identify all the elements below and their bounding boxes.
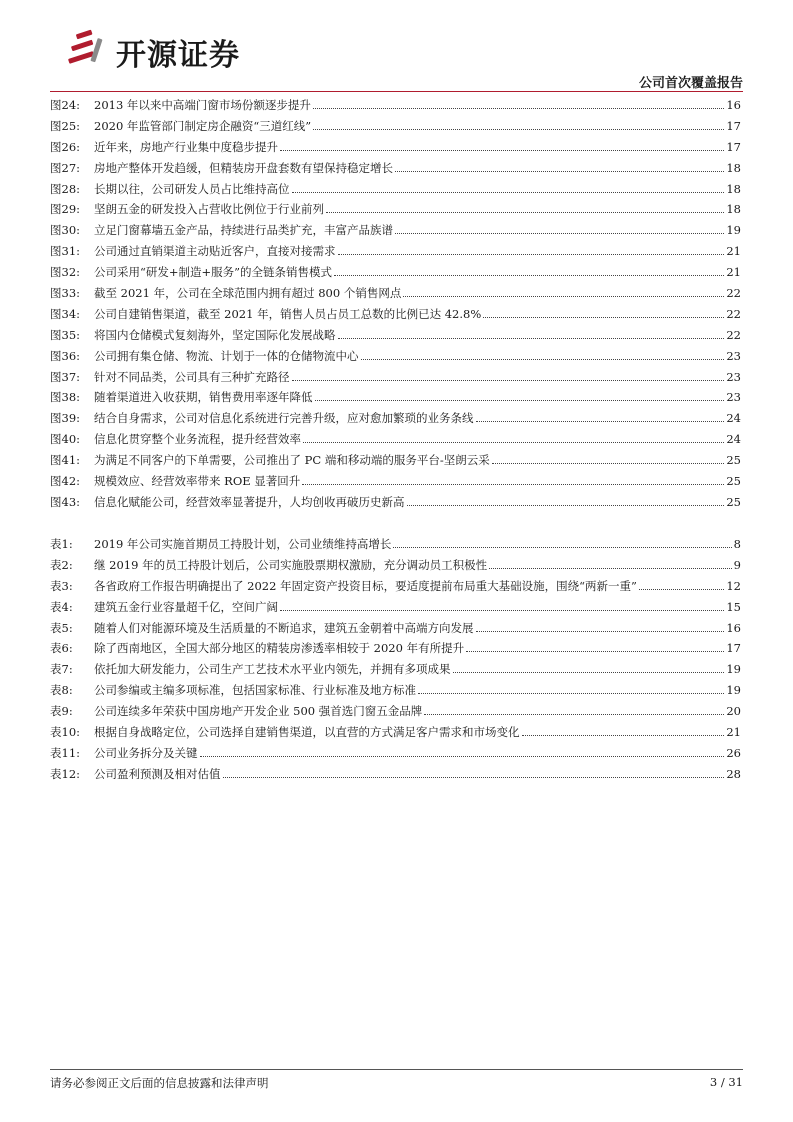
entry-title[interactable]: 2013 年以来中高端门窗市场份额逐步提升 — [94, 98, 311, 112]
entry-number: 图27: — [50, 160, 81, 175]
entry-title[interactable]: 将国内仓储模式复刻海外，坚定国际化发展战略 — [94, 327, 336, 342]
entry-title[interactable]: 公司参编或主编多项标准，包括国家标准、行业标准及地方标准 — [94, 683, 416, 698]
table-index-entry[interactable] — [50, 620, 741, 641]
entry-number: 图32: — [50, 265, 81, 280]
entry-number: 图35: — [50, 327, 81, 342]
table-index-entry[interactable] — [50, 640, 741, 661]
entry-page-number[interactable]: 17 — [726, 641, 741, 656]
dot-leader — [395, 233, 724, 234]
entry-title[interactable]: 截至 2021 年，公司在全球范围内拥有超过 800 个销售网点 — [94, 286, 402, 301]
entry-title[interactable]: 房地产整体开发趋缓，但精装房开盘套数有望保持稳定增长 — [94, 160, 393, 175]
dot-leader — [338, 254, 725, 255]
dot-leader — [492, 463, 725, 464]
figure-index-entry[interactable] — [50, 118, 741, 139]
dot-leader — [418, 693, 724, 694]
table-index-entry[interactable] — [50, 578, 741, 599]
entry-page-number[interactable]: 26 — [726, 745, 741, 760]
entry-page-number[interactable]: 17 — [726, 139, 741, 154]
figure-index-entry[interactable] — [50, 285, 741, 306]
dot-leader — [407, 505, 725, 506]
figure-index-entry[interactable] — [50, 494, 741, 515]
entry-number: 图31: — [50, 244, 81, 259]
dot-leader — [453, 672, 725, 673]
entry-page-number[interactable]: 18 — [726, 202, 741, 217]
kaiyuan-logo-icon — [66, 28, 110, 68]
figure-index-entry[interactable] — [50, 222, 741, 243]
entry-number: 图29: — [50, 202, 81, 217]
figure-index-entry[interactable] — [50, 369, 741, 390]
figure-index-entry[interactable] — [50, 181, 741, 202]
figure-index-entry[interactable] — [50, 431, 741, 452]
entry-number: 表11: — [50, 745, 81, 760]
entry-number: 图39: — [50, 411, 81, 426]
table-index-entry[interactable] — [50, 703, 741, 724]
entry-page-number[interactable]: 19 — [726, 662, 741, 677]
entry-title[interactable]: 2020 年监管部门制定房企融资“三道红线” — [94, 118, 312, 133]
entry-number: 图28: — [50, 181, 81, 196]
entry-page-number[interactable]: 22 — [726, 327, 741, 342]
entry-number: 表4: — [50, 599, 73, 614]
footer-disclaimer: 请务必参阅正文后面的信息披露和法律声明 — [50, 1076, 269, 1090]
entry-number: 表3: — [50, 578, 73, 593]
entry-page-number[interactable]: 22 — [726, 286, 741, 301]
table-index-list — [50, 536, 741, 787]
figure-index-list — [50, 97, 741, 515]
table-index-entry[interactable] — [50, 536, 741, 557]
figure-index-entry[interactable] — [50, 389, 741, 410]
dot-leader — [489, 568, 732, 569]
entry-number: 图30: — [50, 223, 81, 238]
entry-page-number[interactable]: 28 — [726, 766, 741, 781]
entry-page-number[interactable]: 25 — [726, 474, 741, 489]
dot-leader — [315, 400, 725, 401]
dot-leader — [313, 129, 724, 130]
dot-leader — [424, 714, 724, 715]
entry-number: 图37: — [50, 369, 81, 384]
entry-number: 表2: — [50, 557, 73, 572]
entry-title[interactable]: 各省政府工作报告明确提出了 2022 年固定资产投资目标，要适度提前布局重大基础设施，围绕“两新一重” — [94, 578, 637, 593]
entry-title[interactable]: 信息化贯穿整个业务流程，提升经营效率 — [94, 432, 301, 447]
entry-page-number[interactable]: 18 — [726, 181, 741, 196]
entry-page-number[interactable]: 8 — [733, 537, 741, 551]
entry-number: 表9: — [50, 704, 73, 719]
entry-page-number[interactable]: 21 — [726, 725, 741, 740]
dot-leader — [639, 589, 725, 590]
table-index-entry[interactable] — [50, 745, 741, 766]
dot-leader — [200, 756, 725, 757]
entry-page-number[interactable]: 21 — [726, 244, 741, 259]
entry-title[interactable]: 结合自身需求，公司对信息化系统进行完善升级，应对愈加繁琐的业务条线 — [94, 411, 474, 426]
entry-title[interactable]: 信息化赋能公司，经营效率显著提升，人均创收再破历史新高 — [94, 494, 405, 509]
entry-title[interactable]: 公司自建销售渠道，截至 2021 年，销售人员占员工总数的比例已达 42.8% — [94, 306, 482, 321]
entry-page-number[interactable]: 20 — [726, 704, 741, 719]
entry-number: 表7: — [50, 662, 73, 677]
figure-index-entry[interactable] — [50, 327, 741, 348]
dot-leader — [313, 108, 724, 109]
dot-leader — [326, 212, 724, 213]
figure-index-entry[interactable] — [50, 410, 741, 431]
figure-index-entry[interactable] — [50, 97, 741, 118]
dot-leader — [403, 296, 724, 297]
entry-title[interactable]: 为满足不同客户的下单需要，公司推出了 PC 端和移动端的服务平台-坚朗云采 — [94, 453, 490, 468]
entry-title[interactable]: 公司拥有集仓储、物流、计划于一体的仓储物流中心 — [94, 348, 359, 363]
dot-leader — [303, 442, 724, 443]
entry-title[interactable]: 公司通过直销渠道主动贴近客户，直接对接需求 — [94, 244, 336, 259]
entry-page-number[interactable]: 15 — [726, 599, 741, 614]
entry-page-number[interactable]: 19 — [726, 223, 741, 238]
figure-index-entry[interactable] — [50, 264, 741, 285]
dot-leader — [302, 484, 724, 485]
entry-title[interactable]: 随着渠道进入收获期，销售费用率逐年降低 — [94, 390, 313, 405]
dot-leader — [522, 735, 725, 736]
dot-leader — [292, 192, 725, 193]
entry-number: 图41: — [50, 453, 81, 468]
entry-title[interactable]: 坚朗五金的研发投入占营收比例位于行业前列 — [94, 202, 324, 217]
entry-title[interactable]: 公司盈利预测及相对估值 — [94, 766, 221, 781]
entry-title[interactable]: 除了西南地区，全国大部分地区的精装房渗透率相较于 2020 年有所提升 — [94, 641, 465, 656]
table-index-entry[interactable] — [50, 724, 741, 745]
dot-leader — [476, 421, 725, 422]
entry-page-number[interactable]: 19 — [726, 683, 741, 698]
entry-page-number[interactable]: 9 — [733, 557, 741, 572]
table-index-entry[interactable] — [50, 557, 741, 578]
brand-name: 开源证券 — [116, 38, 240, 73]
entry-title[interactable]: 公司采用“研发+制造+服务”的全链条销售模式 — [94, 265, 333, 280]
entry-number: 表5: — [50, 620, 73, 635]
entry-page-number[interactable]: 24 — [726, 411, 741, 426]
entry-page-number[interactable]: 17 — [726, 118, 741, 133]
dot-leader — [361, 359, 725, 360]
figure-index-entry[interactable] — [50, 243, 741, 264]
report-type-label: 公司首次覆盖报告 — [638, 76, 743, 91]
figure-index-entry[interactable] — [50, 306, 741, 327]
entry-number: 图38: — [50, 390, 81, 405]
entry-title[interactable]: 继 2019 年的员工持股计划后，公司实施股票期权激励，充分调动员工积极性 — [94, 557, 488, 572]
entry-page-number[interactable]: 25 — [726, 453, 741, 468]
figure-index-entry[interactable] — [50, 348, 741, 369]
figure-index-entry[interactable] — [50, 139, 741, 160]
dot-leader — [334, 275, 724, 276]
figure-index-entry[interactable] — [50, 452, 741, 473]
entry-number: 图40: — [50, 432, 81, 447]
entry-title[interactable]: 公司业务拆分及关键 — [94, 745, 198, 760]
entry-title[interactable]: 根据自身战略定位，公司选择自建销售渠道，以直营的方式满足客户需求和市场变化 — [94, 725, 520, 740]
entry-number: 图24: — [50, 98, 81, 112]
dot-leader — [466, 651, 724, 652]
dot-leader — [223, 777, 725, 778]
entry-page-number[interactable]: 22 — [726, 306, 741, 321]
entry-page-number[interactable]: 23 — [726, 369, 741, 384]
dot-leader — [280, 150, 724, 151]
dot-leader — [393, 547, 731, 548]
entry-title[interactable]: 立足门窗幕墙五金产品，持续进行品类扩充，丰富产品族谱 — [94, 223, 393, 238]
entry-number: 表6: — [50, 641, 73, 656]
footer-divider — [50, 1069, 743, 1070]
figure-index-entry[interactable] — [50, 201, 741, 222]
table-index-entry[interactable] — [50, 682, 741, 703]
entry-title[interactable]: 近年来，房地产行业集中度稳步提升 — [94, 139, 278, 154]
entry-title[interactable]: 2019 年公司实施首期员工持股计划，公司业绩维持高增长 — [94, 537, 392, 551]
entry-page-number[interactable]: 25 — [726, 494, 741, 509]
page-number: 3 / 31 — [709, 1075, 743, 1089]
entry-page-number[interactable]: 24 — [726, 432, 741, 447]
table-index-entry[interactable] — [50, 661, 741, 682]
entry-number: 图43: — [50, 494, 81, 509]
entry-page-number[interactable]: 18 — [726, 160, 741, 175]
table-index-entry[interactable] — [50, 599, 741, 620]
dot-leader — [476, 631, 725, 632]
entry-title[interactable]: 针对不同品类，公司具有三种扩充路径 — [94, 369, 290, 384]
entry-page-number[interactable]: 23 — [726, 348, 741, 363]
entry-page-number[interactable]: 12 — [726, 578, 741, 593]
dot-leader — [395, 171, 724, 172]
entry-page-number[interactable]: 23 — [726, 390, 741, 405]
entry-title[interactable]: 长期以往，公司研发人员占比维持高位 — [94, 181, 290, 196]
entry-number: 图25: — [50, 118, 81, 133]
header-divider — [50, 91, 743, 92]
entry-page-number[interactable]: 21 — [726, 265, 741, 280]
page-header — [0, 0, 793, 92]
figure-index-entry[interactable] — [50, 473, 741, 494]
figure-index-entry[interactable] — [50, 160, 741, 181]
dot-leader — [292, 380, 725, 381]
entry-number: 表12: — [50, 766, 81, 781]
entry-number: 表8: — [50, 683, 73, 698]
entry-title[interactable]: 随着人们对能源环境及生活质量的不断追求，建筑五金朝着中高端方向发展 — [94, 620, 474, 635]
entry-title[interactable]: 规模效应、经营效率带来 ROE 显著回升 — [94, 474, 301, 489]
entry-page-number[interactable]: 16 — [726, 98, 741, 112]
entry-title[interactable]: 公司连续多年荣获中国房地产开发企业 500 强首选门窗五金品牌 — [94, 704, 423, 719]
entry-title[interactable]: 依托加大研发能力，公司生产工艺技术水平业内领先，并拥有多项成果 — [94, 662, 451, 677]
entry-page-number[interactable]: 16 — [726, 620, 741, 635]
entry-number: 图42: — [50, 474, 81, 489]
entry-number: 图34: — [50, 306, 81, 321]
entry-number: 图33: — [50, 286, 81, 301]
entry-number: 表10: — [50, 725, 81, 740]
dot-leader — [338, 338, 725, 339]
dot-leader — [483, 317, 724, 318]
entry-title[interactable]: 建筑五金行业容量超千亿，空间广阔 — [94, 599, 278, 614]
entry-number: 图36: — [50, 348, 81, 363]
entry-number: 图26: — [50, 139, 81, 154]
entry-number: 表1: — [50, 537, 73, 551]
dot-leader — [280, 610, 724, 611]
table-index-entry[interactable] — [50, 766, 741, 787]
